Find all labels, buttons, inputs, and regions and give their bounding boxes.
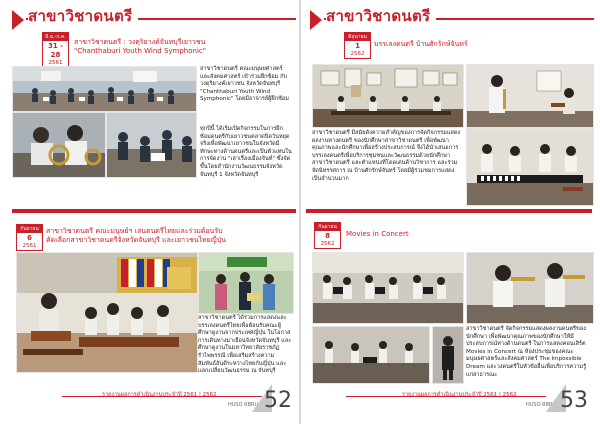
photo-concert-orchestra [312, 252, 464, 324]
photo-thai-ensemble-image [17, 253, 197, 372]
date-badge-month: มิถุนายน [345, 33, 370, 41]
date-badge-year: 2562 [350, 51, 365, 57]
date-badge-day: 1 [355, 42, 360, 50]
footer-brand: HUSO RBRU [526, 402, 557, 408]
left-page [6, 0, 296, 424]
section-title: สาขาวิชาดนตรี [28, 4, 138, 28]
story-body-text-2: ทุกปีนี้ ได้เริ่มเปิดกิจกรรมในการฝึกซ้อมดนตรีกับเยาวชนตลาดปิดวันหยุดจริงเพื่อพัฒนาเยาวชนในจังหวัดมีทักษะทางด้านดนตรีและเป็นตัวแทนในการจัดงาน "เล่าเรื่องเมืองจันท์" ซึ่งจัดขึ้นโดยสำนักงานวัฒนธรรมจังหวัดจันทบุรี 1 จังหวัดจันทบุรี [200, 126, 292, 178]
photo-trumpet-players-image [467, 253, 593, 323]
photo-gallery-performance-image [313, 65, 463, 127]
photo-gallery-performance [312, 64, 464, 128]
date-badge [314, 222, 341, 249]
date-badge-day: 6 [27, 234, 32, 242]
photo-horn-players-image [13, 113, 105, 177]
story-body-text: สาขาวิชาดนตรี จัดกิจกรรมแสดงผลงานดนตรีของนักศึกษา เพื่อพัฒนาคุณภาพของนักศึกษาให้มีประสบการณ์ทางด้านดนตรี ในการแสดงคอนเสิร์ต Movies in Concert ณ ห้องประชุมของคณะมนุษยศาสตร์และสังคมศาสตร์ The Impossible Dream และวงดนตรีในหัวข้ออื่นเพื่อบริการความรู้แก่สาธารณะ [466, 326, 587, 378]
photo-saxophone-player-image [467, 65, 593, 127]
section-title: สาขาวิชาดนตรี [326, 4, 436, 28]
photo-thai-ensemble [16, 252, 198, 373]
story-body-text: สาขาวิชาดนตรี ได้ร่วมการแสดงและบรรเลงดนตรีไทยเพื่อต้อนรับคณะผู้ศึกษาดูงานจากประเทศญี่ปุ่น ในโอกาสการเดินทางมาเยือนจังหวัดจันทบุรี และศึกษาดูงานในมหาวิทยาลัยราชภัฏรำไพพรรณี เพื่อเสริมสร้างความสัมพันธ์อันดีระหว่างไทยกับญี่ปุ่น และแลกเปลี่ยนวัฒนธรรม ณ จันทบุรี [198, 315, 292, 375]
page-number: 52 [264, 388, 292, 413]
date-badge [344, 32, 371, 59]
right-page [306, 0, 596, 424]
story-title-line2: คัดเลือกสาขาวิชาดนตรีจังหวัดจันทบุรี และเยาวชนไทยญี่ปุ่น [46, 236, 226, 244]
header-triangle-marker [12, 10, 24, 30]
date-badge [42, 32, 69, 68]
photo-keyboard-ensemble-image [467, 129, 593, 205]
date-badge-month: กันยายน [315, 223, 340, 231]
header-triangle-marker [310, 10, 322, 30]
photo-trumpet-players [466, 252, 594, 324]
photo-band-students [106, 112, 197, 178]
spine-gutter [299, 0, 301, 424]
date-badge-month: กันยายน [17, 225, 42, 233]
date-badge-year: 2561 [22, 243, 37, 249]
photo-horn-players [12, 112, 106, 178]
photo-youth-band-rehearsal-image [13, 67, 196, 111]
section-divider [12, 209, 296, 213]
photo-concert-stage [312, 326, 430, 384]
story-title-line1: สาขาวิชาดนตรี คณะมนุษย์ฯ เล่นดนตรีไทยและร่วมต้อนรับ [46, 227, 223, 235]
story-title-line1: สาขาวิชาดนตรี : วงดุริยางค์จันทบุรีเยาวชน [74, 38, 206, 46]
photo-guest-welcome-image [199, 253, 293, 313]
date-badge-year: 2562 [320, 241, 335, 247]
footer-report-title: รายงานผลการดำเนินงานประจำปี 2561 | 2562 [402, 392, 517, 398]
story-title [46, 227, 291, 245]
story-title: Movies in Concert [346, 230, 409, 238]
date-badge-month: มิ.ย.-ก.ค. [43, 33, 68, 41]
date-badge-day: 8 [325, 232, 330, 240]
date-badge [16, 224, 43, 251]
page-number: 53 [560, 388, 588, 413]
footer-report-title: รายงานผลการดำเนินงานประจำปี 2561 | 2562 [102, 392, 217, 398]
date-badge-day: 31 - 28 [47, 42, 64, 59]
photo-band-students-image [107, 113, 196, 177]
story-title-line2: "Chanthaburi Youth Wind Symphonic" [74, 47, 206, 55]
photo-conductor-image [433, 327, 463, 383]
story-title [74, 38, 289, 56]
photo-keyboard-ensemble [466, 128, 594, 206]
photo-conductor [432, 326, 464, 384]
story-body-text: สาขาวิชาดนตรี มีสมัยดังความสำคัญของการจัดกิจกรรมแสดงผลงานทางดนตรี ของนักศึกษาสาขาวิชาดนตรี เพื่อพัฒนาคุณภาพและนักศึกษาเพื่อสร้างประสบการณ์ จึงได้นำเสนอการบรรเลงดนตรีเพื่อบริการชุมชนและวัฒนธรรมด้วยนักศึกษาสาขาวิชาดนตรี และตำแหน่งที่โดดเด่นด้านวิชาการ และร่วมจัดนิทรรศการ ณ บ้านศักรักษ์จันทร์ โดยมีผู้ร่วมชมการแสดงเป็นจำนวนมาก [312, 130, 461, 182]
photo-concert-stage-image [313, 327, 429, 383]
date-badge-year: 2561 [48, 60, 63, 66]
photo-saxophone-player [466, 64, 594, 128]
section-header [12, 6, 296, 32]
story-title: บรรเลงดนตรี บ้านศักรักษ์จันทร์ [374, 40, 468, 48]
photo-concert-orchestra-image [313, 253, 463, 323]
footer-brand: HUSO RBRU [228, 402, 259, 408]
photo-youth-band-rehearsal [12, 66, 197, 112]
section-divider [306, 209, 592, 213]
photo-guest-welcome [198, 252, 294, 314]
section-header [310, 6, 594, 32]
story-body-text: สาขาวิชาดนตรี คณะมนุษยศาสตร์และสังคมศาสตร์ เข้าร่วมฝึกซ้อม กับวงดุริยางค์เยาวชน จังหวัดจันทบุรี "Chanthaburi Youth Wind Symphonic" โดยมีอาจารย์ผู้ฝึกซ้อม [200, 66, 289, 103]
